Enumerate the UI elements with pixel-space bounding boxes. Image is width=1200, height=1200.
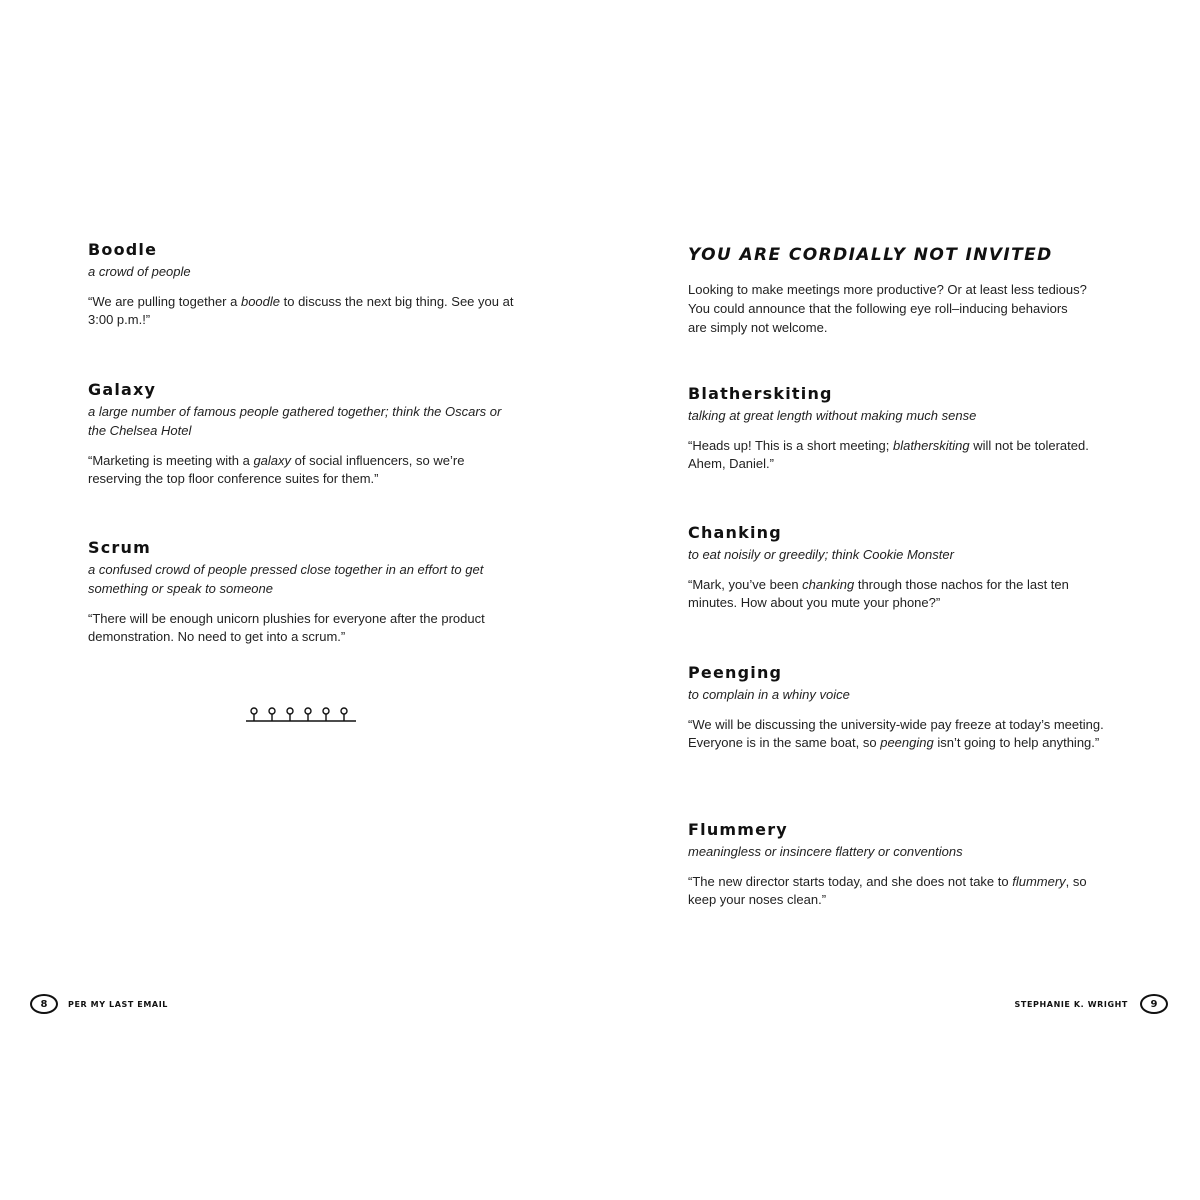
example-text: to discuss the next big thing. See you at 3:00 p.m.!” [88, 294, 514, 327]
people-row-ornament-icon [246, 704, 356, 724]
glossary-entry-chanking [688, 523, 1118, 612]
page-number: 9 [1140, 994, 1168, 1014]
entry-example [688, 437, 1118, 473]
example-text: “Marketing is meeting with a [88, 453, 254, 468]
running-head-book-title: PER MY LAST EMAIL [68, 999, 168, 1009]
glossary-entry-scrum [88, 538, 518, 646]
example-text: “Mark, you’ve been [688, 577, 803, 592]
example-text: of social influencers, so we’re reserving the top floor conference suites for them.” [88, 453, 465, 486]
glossary-entry-boodle [88, 240, 518, 329]
example-emphasis: blatherskiting [892, 438, 970, 453]
example-text: “Heads up! This is a short meeting; [688, 438, 893, 453]
example-emphasis: chanking [802, 577, 855, 592]
entry-example [688, 576, 1118, 612]
example-text: will not be tolerated. Ahem, Daniel.” [688, 438, 1089, 471]
entry-term: Scrum [88, 538, 151, 557]
entry-definition: to complain in a whiny voice [688, 687, 850, 702]
page-number: 8 [30, 994, 58, 1014]
entry-example [88, 452, 518, 488]
right-folio [1015, 992, 1168, 1016]
entry-term: Flummery [688, 820, 788, 839]
example-text: , so keep your noses clean.” [688, 874, 1087, 907]
entry-definition: talking at great length without making much sense [688, 408, 977, 423]
example-text: “We will be discussing the university-wide pay freeze at today’s meeting. Everyone is in the same boat, so [688, 717, 1104, 750]
section-title: YOU ARE CORDIALLY NOT INVITED [688, 245, 1053, 265]
glossary-entry-blatherskiting [688, 384, 1118, 473]
glossary-entry-galaxy [88, 380, 518, 488]
entry-example [688, 716, 1118, 752]
entry-term: Galaxy [88, 380, 157, 399]
example-emphasis: galaxy [253, 453, 292, 468]
entry-term: Peenging [688, 663, 783, 682]
entry-term: Chanking [688, 523, 782, 542]
example-text: through those nachos for the last ten minutes. How about you mute your phone?” [688, 577, 1069, 610]
entry-definition: to eat noisily or greedily; think Cookie Monster [688, 547, 954, 562]
running-head-author: STEPHANIE K. WRIGHT [1014, 999, 1128, 1009]
entry-example [688, 873, 1118, 909]
entry-definition: a large number of famous people gathered together; think the Oscars or the Chelsea Hotel [88, 404, 502, 438]
entry-definition: a confused crowd of people pressed close together in an effort to get something or speak to someone [88, 562, 484, 596]
entry-example [88, 610, 518, 646]
example-text: “There will be enough unicorn plushies for everyone after the product demonstration. No need to get into a scrum.” [88, 611, 485, 644]
section-intro: Looking to make meetings more productive? Or at least less tedious? You could announce that the following eye roll–inducing behaviors are simply not welcome. [688, 282, 1087, 335]
example-emphasis: flummery [1012, 874, 1066, 889]
example-text: “The new director starts today, and she does not take to [688, 874, 1013, 889]
entry-definition: meaningless or insincere flattery or conventions [688, 844, 963, 859]
example-text: isn’t going to help anything.” [933, 735, 1100, 750]
entry-example [88, 293, 518, 329]
example-text: “We are pulling together a [88, 294, 241, 309]
glossary-entry-flummery [688, 820, 1118, 909]
entry-term: Blatherskiting [688, 384, 833, 403]
entry-definition: a crowd of people [88, 264, 191, 279]
right-page [600, 0, 1200, 1200]
glossary-entry-peenging [688, 663, 1118, 752]
left-folio [30, 992, 168, 1016]
example-emphasis: peenging [880, 735, 934, 750]
entry-term: Boodle [88, 240, 158, 259]
example-emphasis: boodle [240, 294, 281, 309]
